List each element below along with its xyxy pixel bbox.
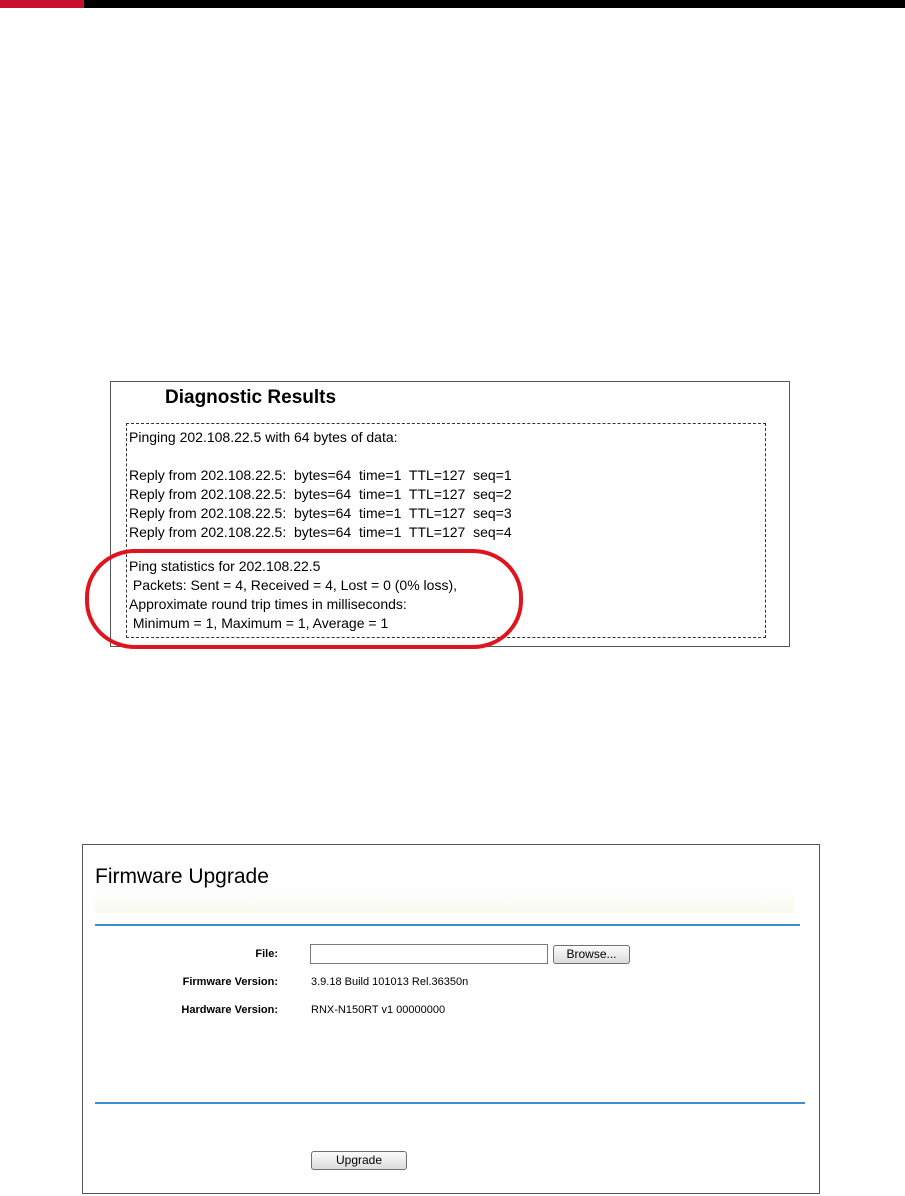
blank-line — [129, 447, 765, 466]
ping-stats-title: Ping statistics for 202.108.22.5 — [129, 558, 321, 574]
divider — [95, 924, 800, 926]
firmware-version-row — [83, 972, 821, 994]
file-row — [83, 944, 821, 966]
hardware-version-value: RNX-N150RT v1 00000000 — [311, 1004, 446, 1016]
reply-line: Reply from 202.108.22.5: bytes=64 time=1 TTL=127 seq=4 — [129, 524, 512, 540]
header-accent — [0, 0, 84, 8]
browse-button[interactable]: Browse... — [553, 945, 630, 964]
highlight-ring — [85, 549, 523, 649]
diagnostic-results-title: Diagnostic Results — [165, 387, 337, 408]
divider — [95, 1102, 805, 1104]
file-input[interactable] — [310, 944, 548, 964]
upgrade-button[interactable]: Upgrade — [311, 1151, 407, 1170]
reply-line: Reply from 202.108.22.5: bytes=64 time=1 TTL=127 seq=2 — [129, 486, 512, 502]
ping-stats-packets: Packets: Sent = 4, Received = 4, Lost = 0 (0% loss), — [129, 577, 458, 593]
hardware-version-row — [83, 1000, 821, 1022]
ping-header-line: Pinging 202.108.22.5 with 64 bytes of data: — [129, 429, 398, 445]
ping-stats-rtt-title: Approximate round trip times in milliseconds: — [129, 596, 407, 612]
file-label: File: — [255, 948, 278, 960]
header-bar — [0, 0, 905, 8]
reply-line: Reply from 202.108.22.5: bytes=64 time=1 TTL=127 seq=3 — [129, 505, 512, 521]
hardware-version-label: Hardware Version: — [181, 1004, 278, 1016]
reply-line: Reply from 202.108.22.5: bytes=64 time=1 TTL=127 seq=1 — [129, 467, 512, 483]
firmware-version-value: 3.9.18 Build 101013 Rel.36350n — [311, 976, 469, 988]
firmware-version-label: Firmware Version: — [182, 976, 278, 988]
ping-stats-rtt-values: Minimum = 1, Maximum = 1, Average = 1 — [129, 615, 389, 631]
firmware-upgrade-title: Firmware Upgrade — [95, 865, 269, 888]
firmware-upgrade-panel — [82, 844, 820, 1194]
